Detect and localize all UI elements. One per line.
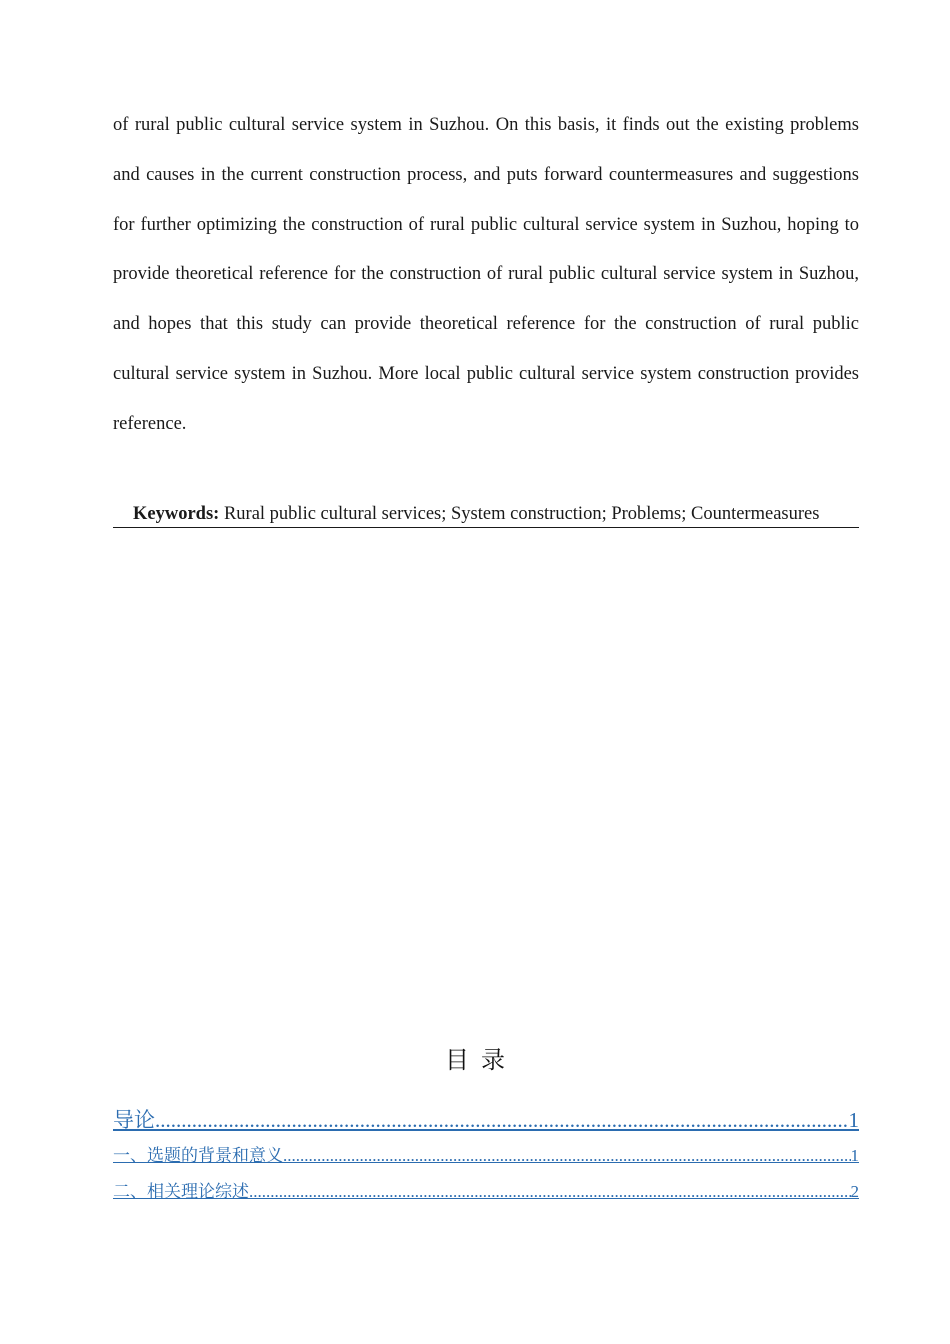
- keywords-line: [113, 501, 859, 528]
- toc-entry-page: 1: [848, 1108, 859, 1132]
- toc-leader-dots: [249, 1182, 851, 1202]
- toc-entry-text: 导论: [113, 1108, 155, 1132]
- toc-title: 目录: [445, 1046, 517, 1074]
- toc-entry-introduction[interactable]: [113, 1104, 859, 1141]
- toc-leader-dots: [155, 1108, 849, 1133]
- toc-entry-page: 2: [850, 1182, 859, 1201]
- keywords-label: Keywords:: [133, 504, 220, 524]
- toc-entry-background[interactable]: [113, 1141, 859, 1177]
- toc-entry-theory-review[interactable]: [113, 1177, 859, 1213]
- toc-leader-dots: [283, 1146, 851, 1166]
- toc-entry-text: 一、选题的背景和意义: [113, 1146, 283, 1166]
- toc-entry-page: 1: [850, 1146, 859, 1165]
- toc-entry-text: 二、相关理论综述: [113, 1182, 249, 1202]
- table-of-contents: [113, 1104, 859, 1213]
- keywords-value: Rural public cultural services; System construction; Problems; Countermeasures: [223, 504, 820, 524]
- abstract-paragraph: of rural public cultural service system in Suzhou. On this basis, it finds out the existing problems and causes in the current construction process, and puts forward countermeasures and suggestions for further optimizing the construction of rural public cultural service system in Suzhou, hoping to provide theoretical reference for the construction of rural public cultural service system in Suzhou, and hopes that this study can provide theoretical reference for the construction of rural public cultural service system in Suzhou. More local public cultural service system construction provides reference.: [113, 115, 859, 434]
